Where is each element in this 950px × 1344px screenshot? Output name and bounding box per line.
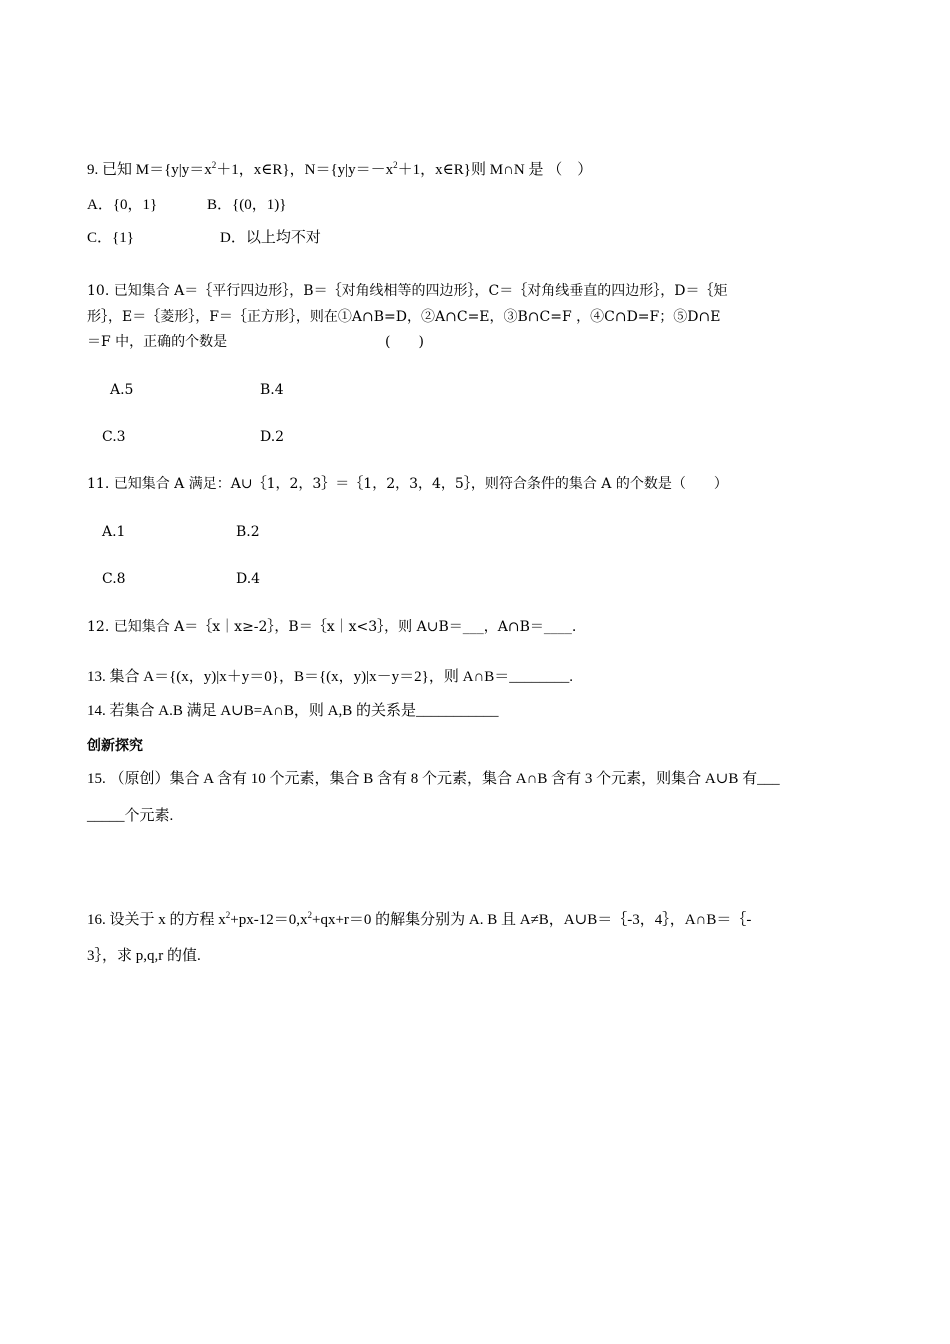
q9-stem: [87, 160, 592, 180]
q11-option-b: B.2: [236, 524, 260, 540]
q15-line-1: 15. （原创）集合 A 含有 10 个元素，集合 B 含有 8 个元素，集合 A∩B 含有 3 个元素，则集合 A∪B 有___: [87, 771, 780, 787]
q12-line-1: 12. 已知集合 A＝｛x｜x≥-2｝，B＝｛x｜x<3｝，则 A∪B＝___，A∩B＝____.: [87, 619, 577, 635]
q16-line-1: [87, 910, 751, 930]
q13-line-1: 13. 集合 A＝{(x，y)|x＋y＝0}，B＝{(x，y)|x－y＝2}，则 A∩B＝________.: [87, 669, 574, 685]
q16-stem-part: +qx+r＝0 的解集分别为 A. B 且 A≠B，A∪B＝｛-3，4｝，A∩B＝｛-: [311, 912, 752, 928]
q11-option-d: D.4: [236, 571, 261, 587]
q11-option-c: C.8: [102, 571, 126, 587]
q9-option-c: C．{1}: [87, 230, 134, 246]
superscript: 2: [393, 160, 398, 170]
q15-line-2: _____个元素.: [87, 808, 174, 824]
q9-stem-part: 9. 已知 M＝{y|y＝x: [87, 162, 212, 178]
q9-option-b: B．{(0，1)}: [207, 197, 287, 213]
q9-stem-part: ＋1，x∈R}则 M∩N 是 （ ）: [397, 162, 593, 178]
q14-line-1: 14. 若集合 A.B 满足 A∪B=A∩B，则 A,B 的关系是___________: [87, 703, 499, 719]
q10-line-3: ＝F 中，正确的个数是: [87, 334, 228, 350]
q9-option-d: D．以上均不对: [220, 230, 321, 246]
q10-option-a: A.5: [110, 382, 134, 398]
q9-option-a: A．{0，1}: [87, 197, 158, 213]
q10-line-1: 10. 已知集合 A＝｛平行四边形｝，B＝｛对角线相等的四边形｝，C＝｛对角线垂直的四边形｝，D＝｛矩: [87, 283, 728, 299]
q11-option-a: A.1: [102, 524, 126, 540]
q10-option-b: B.4: [260, 382, 284, 398]
q9-stem-part: ＋1，x∈R}，N＝{y|y＝－x: [216, 162, 394, 178]
q16-stem-part: +px-12＝0,x: [230, 912, 308, 928]
superscript: 2: [211, 160, 217, 170]
q11-line-1: 11. 已知集合 A 满足：A∪｛1，2，3｝＝｛1，2，3，4，5｝，则符合条件的集合 A 的个数是（ ）: [87, 476, 728, 492]
q16-line-2: 3｝，求 p,q,r 的值.: [87, 948, 201, 964]
superscript: 2: [307, 910, 312, 920]
superscript: 2: [225, 910, 231, 920]
q16-stem-part: 16. 设关于 x 的方程 x: [87, 912, 226, 928]
section-title: 创新探究: [87, 738, 143, 754]
q10-option-c: C.3: [102, 429, 126, 445]
q10-answer-paren: ( ): [385, 334, 424, 350]
q10-option-d: D.2: [260, 429, 285, 445]
q10-line-2: 形｝，E＝｛菱形｝，F＝｛正方形｝，则在①A∩B=D，②A∩C=E，③B∩C=F ，④C∩D=F；⑤D∩E: [87, 309, 721, 325]
